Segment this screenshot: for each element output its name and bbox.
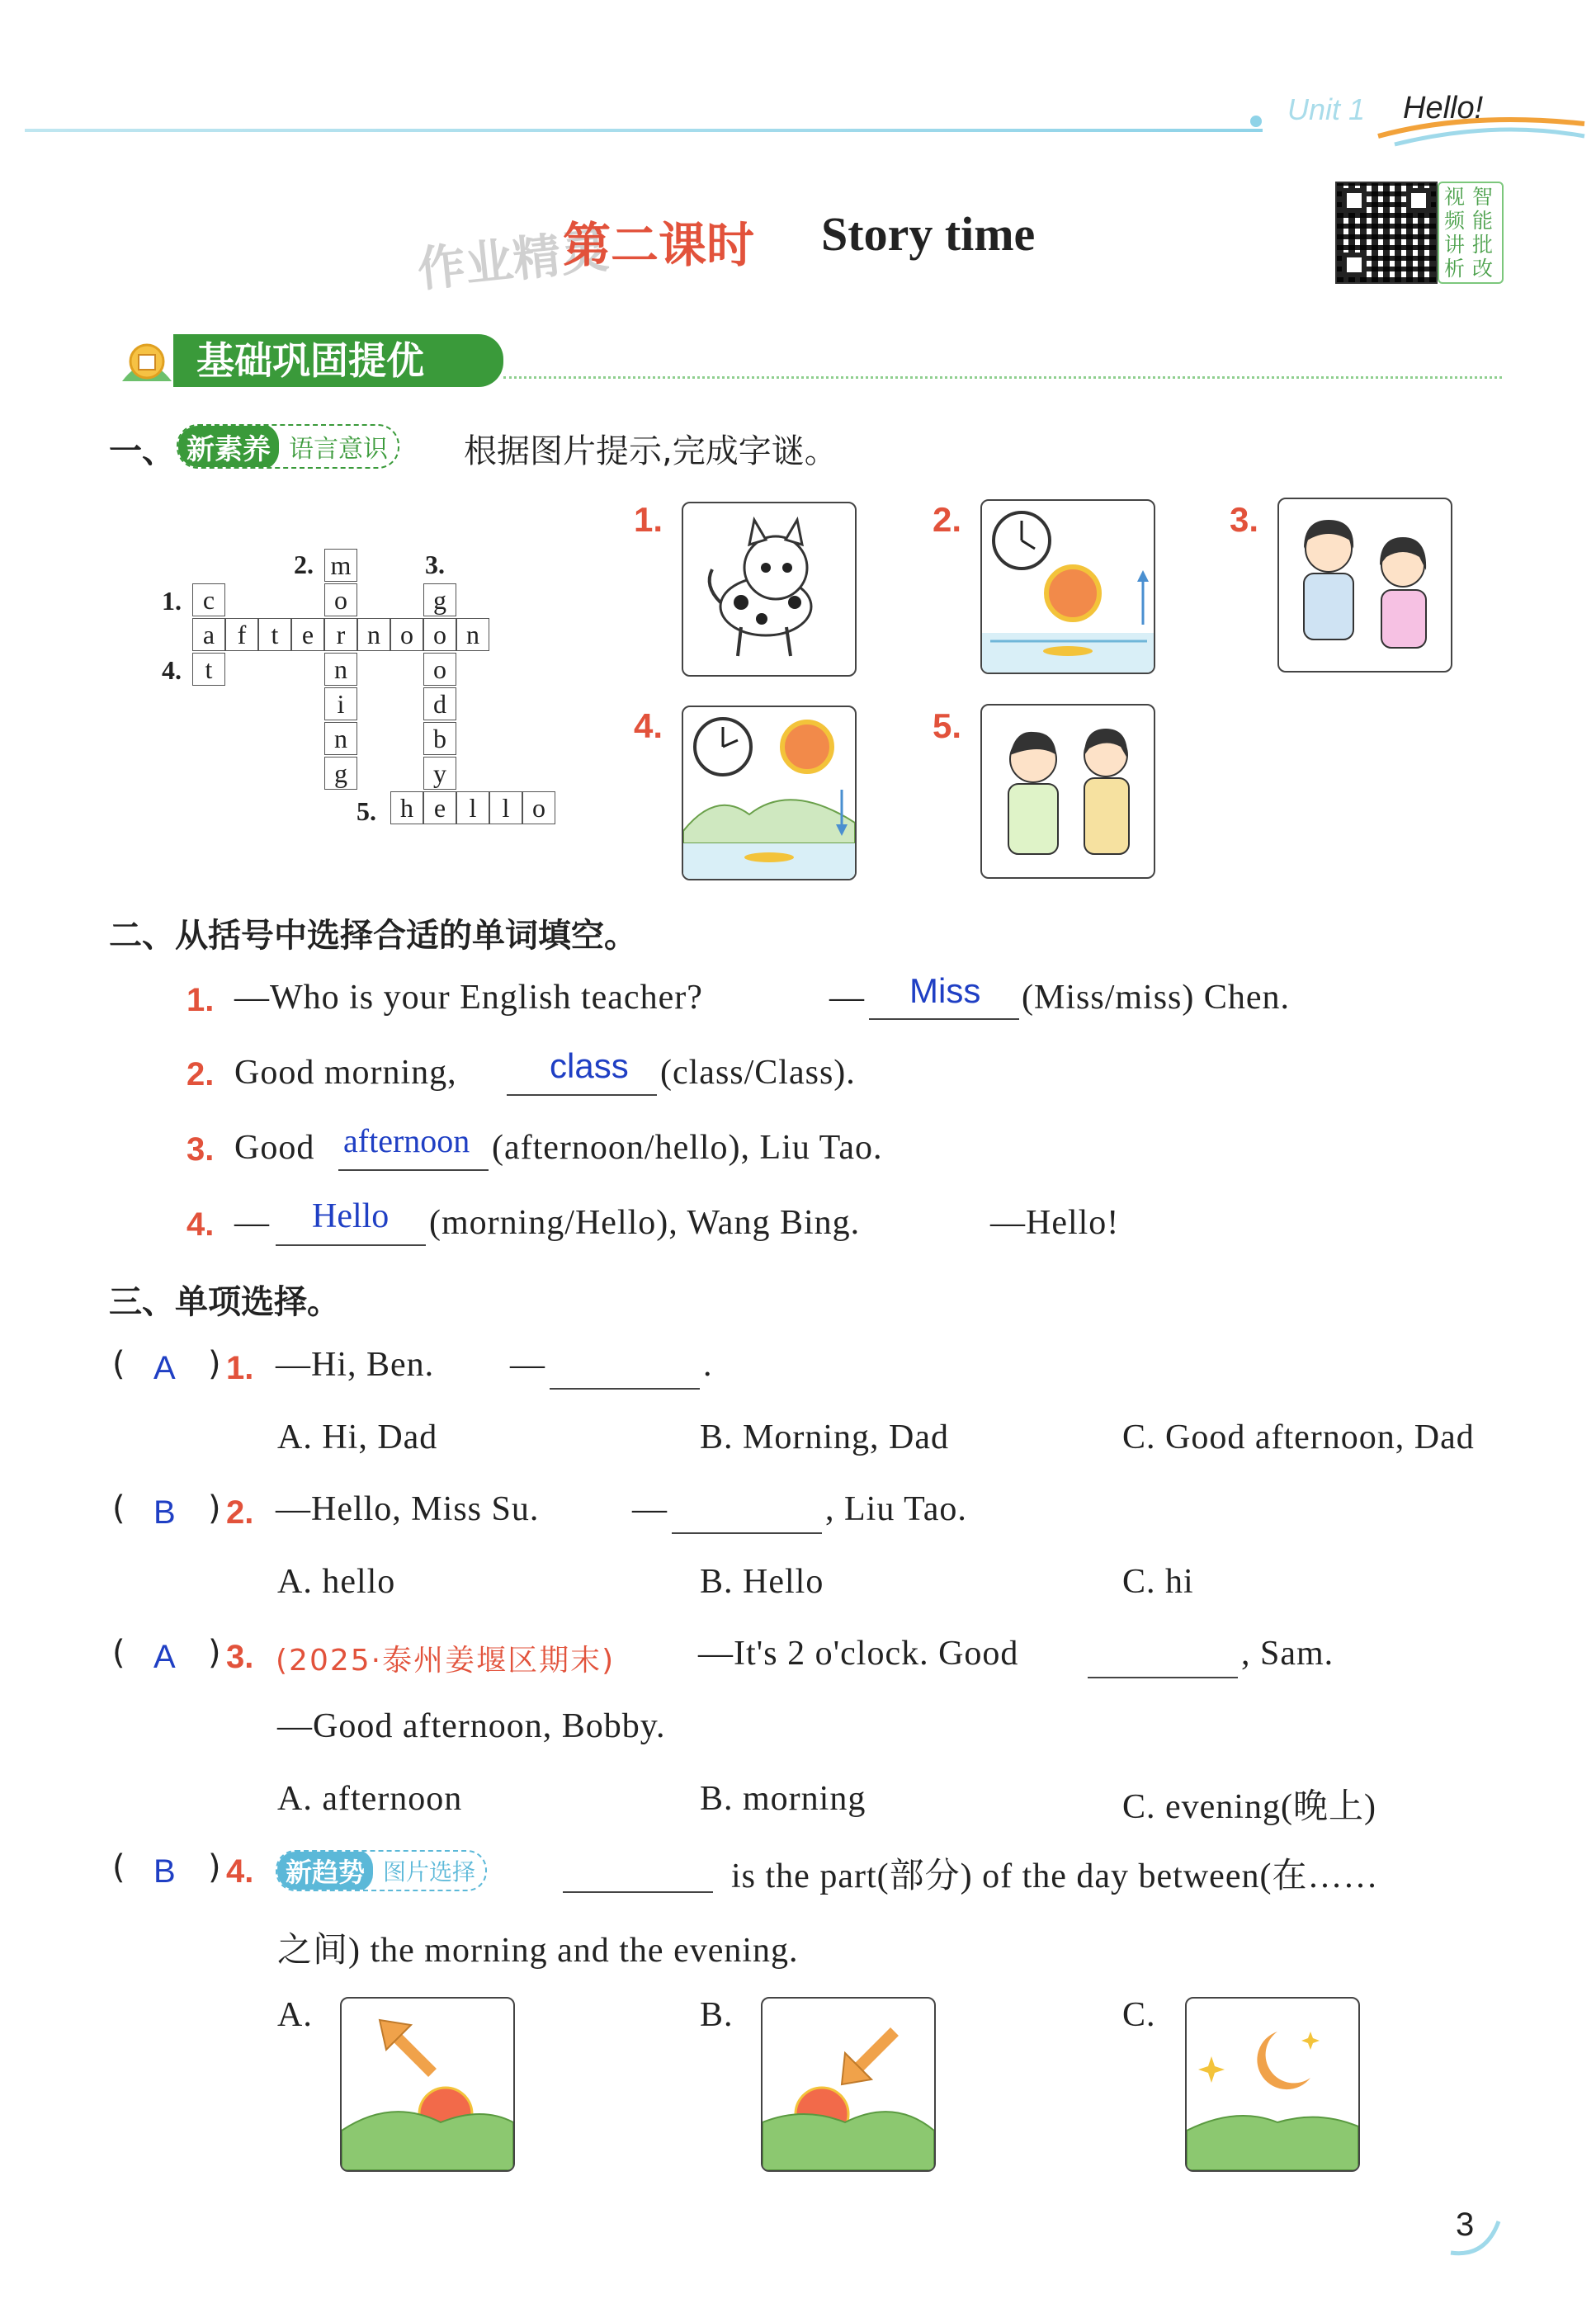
q4-blank[interactable]: [563, 1853, 713, 1893]
watermark: 作业精灵: [414, 222, 611, 298]
q1-stem: —Hi, Ben.: [276, 1346, 435, 1384]
section-dotted-line: [503, 376, 1502, 379]
page-number-swoosh: [1444, 2205, 1510, 2263]
part3-heading: 三、单项选择。: [109, 1283, 340, 1321]
cell: y: [423, 757, 456, 790]
clue-4: 4.: [162, 655, 182, 685]
badge-main: 新素养: [178, 424, 279, 469]
q4-line2: 之间) the morning and the evening.: [277, 1932, 799, 1970]
p2-item2-options: (class/Class).: [660, 1054, 856, 1092]
q2-paren-close: ): [208, 1489, 221, 1527]
p2-num-4: 4.: [187, 1206, 215, 1243]
cell: i: [324, 687, 357, 720]
q2-blank[interactable]: [672, 1494, 822, 1534]
q2-option-c[interactable]: C. hi: [1122, 1563, 1194, 1601]
pic-num-3: 3.: [1230, 500, 1259, 539]
q2-dash: —: [632, 1490, 668, 1528]
q2-option-a[interactable]: A. hello: [277, 1563, 396, 1601]
pic-num-5: 5.: [933, 706, 962, 745]
badge-sub: 语言意识: [289, 435, 388, 464]
q2-paren-open: (: [112, 1489, 125, 1527]
clue-3: 3.: [425, 550, 445, 579]
q2-stem-end: , Liu Tao.: [825, 1490, 967, 1528]
section-banner: [173, 334, 503, 387]
cell: e: [291, 618, 324, 651]
q2-stem: —Hello, Miss Su.: [276, 1490, 540, 1528]
q4-stem: is the part(部分) of the day between(在……: [731, 1857, 1379, 1895]
cell: n: [456, 618, 489, 651]
picture-cat: [682, 502, 857, 677]
q3-paren-open: (: [112, 1634, 125, 1672]
qr-text-2: 讲析: [1444, 233, 1466, 281]
cell: m: [324, 549, 357, 582]
header-line: [25, 129, 1263, 132]
picture-afternoon: [682, 706, 857, 880]
qr-text-3: 智能: [1472, 185, 1494, 233]
q1-paren-close: ): [208, 1345, 221, 1383]
q3-option-a[interactable]: A. afternoon: [277, 1780, 463, 1818]
q3-source: (2025·泰州姜堰区期末): [276, 1644, 616, 1678]
q4-picture-a-sunrise[interactable]: [340, 1997, 515, 2172]
q3-answer: A: [153, 1639, 176, 1675]
clue-5: 5.: [357, 796, 376, 826]
header-dot: [1250, 116, 1262, 127]
part1-heading: 一、: [109, 432, 175, 470]
q4-badge-sub: 图片选择: [383, 1858, 476, 1886]
p2-item1-answer: Miss: [909, 971, 981, 1010]
qr-side-panel: [1438, 182, 1504, 284]
q1-answer: A: [153, 1350, 176, 1386]
q4-badge: [276, 1850, 487, 1891]
p2-item4-dash: —: [234, 1204, 270, 1242]
cell: h: [390, 791, 423, 824]
cell: t: [192, 653, 225, 686]
section-title: 基础巩固提优: [196, 338, 424, 383]
cell: c: [192, 583, 225, 616]
pic-num-4: 4.: [634, 706, 663, 745]
p2-item3-answer: afternoon: [343, 1122, 470, 1159]
p2-item4-reply: —Hello!: [990, 1204, 1120, 1242]
cell: o: [423, 653, 456, 686]
cell: b: [423, 722, 456, 755]
q1-num: 1.: [226, 1350, 254, 1386]
q1-stem-end: .: [703, 1346, 713, 1384]
q4-num: 4.: [226, 1853, 254, 1890]
part2-heading: 二、从括号中选择合适的单词填空。: [109, 917, 637, 955]
q4-answer: B: [153, 1853, 176, 1890]
unit-title: Hello!: [1403, 91, 1484, 125]
qr-text-4: 批改: [1472, 233, 1494, 281]
q4-paren-open: (: [112, 1848, 125, 1886]
cell: e: [423, 791, 456, 824]
q1-option-c[interactable]: C. Good afternoon, Dad: [1122, 1418, 1475, 1456]
qr-code[interactable]: [1335, 182, 1438, 284]
q3-blank[interactable]: [1088, 1639, 1238, 1678]
p2-num-3: 3.: [187, 1131, 215, 1168]
cell: r: [324, 618, 357, 651]
cell: t: [258, 618, 291, 651]
q4-picture-c-evening[interactable]: [1185, 1997, 1360, 2172]
cell: g: [423, 583, 456, 616]
picture-morning: [980, 499, 1155, 674]
p2-num-2: 2.: [187, 1056, 215, 1093]
q2-option-b[interactable]: B. Hello: [700, 1563, 824, 1601]
part1-instruction: 根据图片提示,完成字谜。: [464, 432, 838, 470]
part1-badge: [177, 424, 399, 469]
q3-stem-end: , Sam.: [1241, 1635, 1334, 1673]
p2-item4-answer: Hello: [312, 1197, 390, 1235]
lesson-title-cn: 第二课时: [563, 217, 755, 273]
q4-paren-close: ): [208, 1848, 221, 1886]
p2-num-1: 1.: [187, 982, 215, 1018]
q3-option-c[interactable]: C. evening(晚上): [1122, 1788, 1376, 1826]
qr-text-1: 视频: [1444, 185, 1466, 233]
p2-item3-stem: Good: [234, 1129, 315, 1167]
q3-stem: —It's 2 o'clock. Good: [698, 1635, 1019, 1673]
clue-2: 2.: [294, 550, 314, 579]
unit-label: Unit 1: [1287, 92, 1366, 126]
q3-num: 3.: [226, 1639, 254, 1675]
p2-item4-options: (morning/Hello), Wang Bing.: [429, 1204, 861, 1242]
pic-num-1: 1.: [634, 500, 663, 539]
cell: f: [225, 618, 258, 651]
p2-item3-options: (afternoon/hello), Liu Tao.: [492, 1129, 883, 1167]
q1-paren-open: (: [112, 1345, 125, 1383]
q4-option-b[interactable]: B.: [700, 1996, 734, 2034]
q2-answer: B: [153, 1494, 176, 1531]
p2-item2-answer: class: [550, 1046, 629, 1085]
q4-option-a[interactable]: A.: [277, 1996, 313, 2034]
q4-badge-main: 新趋势: [277, 1850, 373, 1891]
pic-num-2: 2.: [933, 500, 962, 539]
p2-item1-dash: —: [829, 979, 865, 1017]
cell: o: [390, 618, 423, 651]
q4-option-c[interactable]: C.: [1122, 1996, 1156, 2034]
cell: o: [324, 583, 357, 616]
picture-greeting-girls: [1277, 498, 1452, 673]
clue-1: 1.: [162, 586, 182, 616]
picture-greeting-kids: [980, 704, 1155, 879]
q2-num: 2.: [226, 1494, 254, 1531]
p2-item1-options: (Miss/miss) Chen.: [1022, 979, 1291, 1017]
q3-line2: —Good afternoon, Bobby.: [277, 1707, 666, 1745]
cell: d: [423, 687, 456, 720]
q1-option-b[interactable]: B. Morning, Dad: [700, 1418, 949, 1456]
q3-paren-close: ): [208, 1634, 221, 1672]
cell: n: [324, 653, 357, 686]
q1-blank[interactable]: [550, 1350, 700, 1390]
cell: n: [324, 722, 357, 755]
header-swoosh: [1370, 99, 1593, 149]
p2-item2-stem: Good morning,: [234, 1054, 457, 1092]
q1-option-a[interactable]: A. Hi, Dad: [277, 1418, 438, 1456]
q1-dash: —: [510, 1346, 545, 1384]
cell: l: [489, 791, 522, 824]
q4-picture-b-afternoon[interactable]: [761, 1997, 936, 2172]
cell: o: [522, 791, 555, 824]
cell: l: [456, 791, 489, 824]
section-icon: [114, 332, 180, 398]
cell: a: [192, 618, 225, 651]
lesson-title-en: Story time: [821, 207, 1036, 261]
cell: g: [324, 757, 357, 790]
cell: n: [357, 618, 390, 651]
cell: o: [423, 618, 456, 651]
page-number: 3: [1456, 2207, 1475, 2243]
p2-item1-stem: —Who is your English teacher?: [234, 979, 703, 1017]
q3-option-b[interactable]: B. morning: [700, 1780, 866, 1818]
